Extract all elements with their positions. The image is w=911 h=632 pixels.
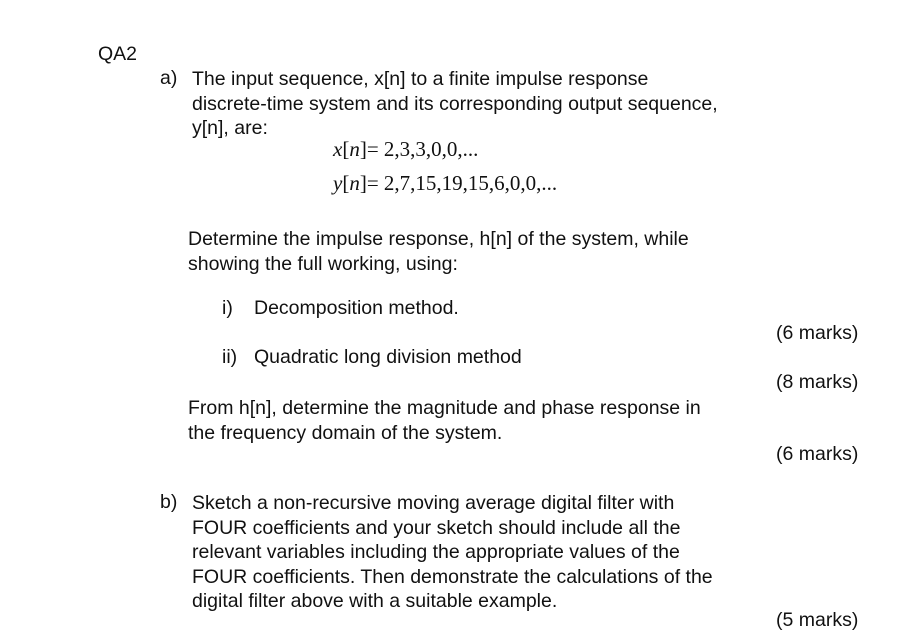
part-b-line-5: digital filter above with a suitable example.	[192, 590, 558, 612]
method-i-text: Decomposition method.	[254, 297, 459, 319]
frequency-instruction	[188, 396, 701, 445]
part-b-text	[192, 491, 713, 614]
part-a-intro	[192, 67, 718, 141]
marks-part-b: (5 marks)	[776, 609, 859, 631]
equation-y-var: y	[333, 171, 343, 195]
part-a-intro-line-1: The input sequence, x[n] to a finite impulse response	[192, 68, 649, 90]
part-a-intro-line-3: y[n], are:	[192, 117, 268, 139]
method-ii-text: Quadratic long division method	[254, 346, 522, 368]
question-heading: QA2	[98, 43, 138, 65]
part-b-line-4: FOUR coefficients. Then demonstrate the calculations of the	[192, 565, 713, 588]
equation-y: y[n]= 2,7,15,19,15,6,0,0,...	[333, 171, 558, 195]
equation-y-index: n	[349, 171, 360, 195]
marks-frequency: (6 marks)	[776, 443, 859, 465]
part-a-intro-line-2: discrete-time system and its corresponding output sequence,	[192, 92, 718, 115]
equation-y-rhs: = 2,7,15,19,15,6,0,0,...	[366, 171, 558, 195]
part-b-line-3: relevant variables including the appropriate values of the	[192, 541, 680, 563]
equation-x-rhs: = 2,3,3,0,0,...	[366, 137, 479, 161]
determine-instruction	[188, 227, 689, 276]
part-b-line-2: FOUR coefficients and your sketch should include all the	[192, 516, 681, 539]
method-ii-label: ii)	[222, 346, 238, 368]
determine-line-2: showing the full working, using:	[188, 252, 458, 275]
part-a-label: a)	[160, 67, 178, 89]
method-i-label: i)	[222, 297, 233, 319]
equation-x-var: x	[333, 137, 343, 161]
frequency-line-2: the frequency domain of the system.	[188, 421, 503, 444]
marks-i: (6 marks)	[776, 322, 859, 344]
equation-x-index: n	[349, 137, 360, 161]
marks-ii: (8 marks)	[776, 371, 859, 393]
part-b-line-1: Sketch a non-recursive moving average digital filter with	[192, 492, 675, 514]
determine-line-1: Determine the impulse response, h[n] of the system, while	[188, 228, 689, 250]
part-b-label: b)	[160, 491, 178, 513]
frequency-line-1: From h[n], determine the magnitude and phase response in	[188, 397, 701, 419]
equation-x: x[n]= 2,3,3,0,0,...	[333, 137, 479, 161]
